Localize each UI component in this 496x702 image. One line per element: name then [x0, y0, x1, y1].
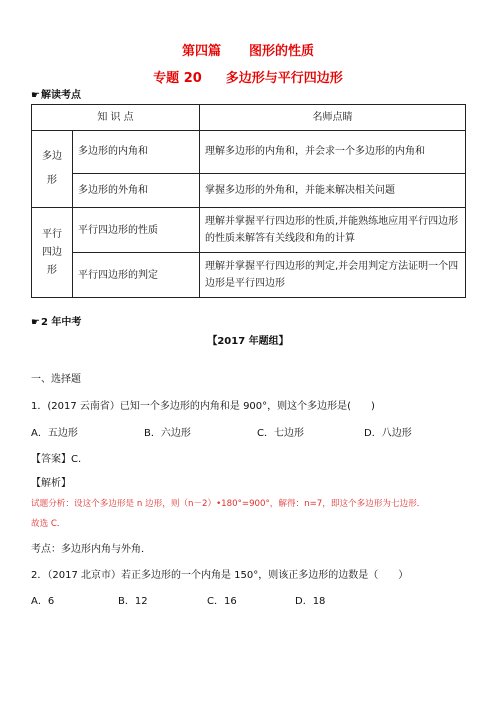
q1-option-c: C．七边形 [257, 428, 304, 439]
point-cell: 多边形的外角和 [73, 173, 200, 207]
section-heading-1 [31, 86, 81, 101]
year-group-heading: 【2017 年题组】 [207, 336, 289, 347]
knowledge-table [31, 104, 466, 298]
q2-option-b: B．12 [118, 596, 148, 607]
tip-cell: 理解并掌握平行四边形的判定,并会用判定方法证明一个四边形是平行四边形 [200, 253, 466, 298]
q1-kaodian: 考点：多边形内角与外角． [31, 544, 151, 555]
category-cell [32, 208, 73, 298]
category-label: 多边形 [42, 151, 62, 186]
pointing-hand-icon: ☛ [31, 317, 40, 328]
tip-cell: 掌握多边形的外角和，并能来解决相关问题 [200, 173, 466, 207]
part-label: 第四篇 [181, 44, 221, 59]
header-knowledge-point: 知 识 点 [32, 105, 200, 131]
table-row [32, 253, 466, 298]
q1-answer: 【答案】C. [31, 454, 82, 465]
tip-cell: 理解多边形的内角和，并会求一个多边形的内角和 [200, 131, 466, 174]
part-heading: 一、选择题 [31, 374, 81, 385]
part-title [0, 40, 496, 59]
category-label: 平行四边形 [42, 228, 62, 276]
header-teacher-tip: 名师点睛 [200, 105, 466, 131]
q2-option-d: D．18 [295, 596, 326, 607]
category-cell [32, 131, 73, 208]
topic-title [0, 67, 496, 86]
point-cell: 平行四边形的性质 [73, 208, 200, 253]
section-heading-2 [31, 313, 81, 328]
table-row [32, 173, 466, 207]
question-1-stem: 1．(2017 云南省）已知一个多边形的内角和是 900°，则这个多边形是( ) [31, 401, 375, 412]
topic-title-text: 多边形与平行四边形 [225, 71, 343, 86]
q1-option-a: A．五边形 [31, 428, 78, 439]
point-cell: 多边形的内角和 [73, 131, 200, 174]
q1-option-d: D．八边形 [364, 428, 412, 439]
topic-label: 专题 20 [153, 71, 202, 86]
q1-analysis-line-2: 故选 C． [31, 519, 66, 529]
q1-analysis-label: 【解析】 [31, 478, 71, 489]
question-2-stem: 2．（2017 北京市）若正多边形的一个内角是 150°，则该正多边形的边数是（ ） [31, 570, 409, 581]
part-title-text: 图形的性质 [249, 44, 315, 59]
point-cell: 平行四边形的判定 [73, 253, 200, 298]
section-2-title: 2 年中考 [40, 317, 82, 328]
table-row [32, 208, 466, 253]
section-1-title: 解读考点 [40, 90, 81, 101]
q2-option-a: A．6 [31, 596, 55, 607]
table-row [32, 131, 466, 174]
pointing-hand-icon: ☛ [31, 90, 40, 101]
q1-option-b: B．六边形 [144, 428, 191, 439]
q2-option-c: C．16 [207, 596, 237, 607]
table-header-row [32, 105, 466, 131]
tip-cell: 理解并掌握平行四边形的性质,并能熟练地应用平行四边形的性质来解答有关线段和角的计算 [200, 208, 466, 253]
q1-analysis-line-1: 试题分析：设这个多边形是 n 边形，则（n－2）•180°=900°，解得：n=7，即这个多边形为七边形． [31, 499, 426, 509]
